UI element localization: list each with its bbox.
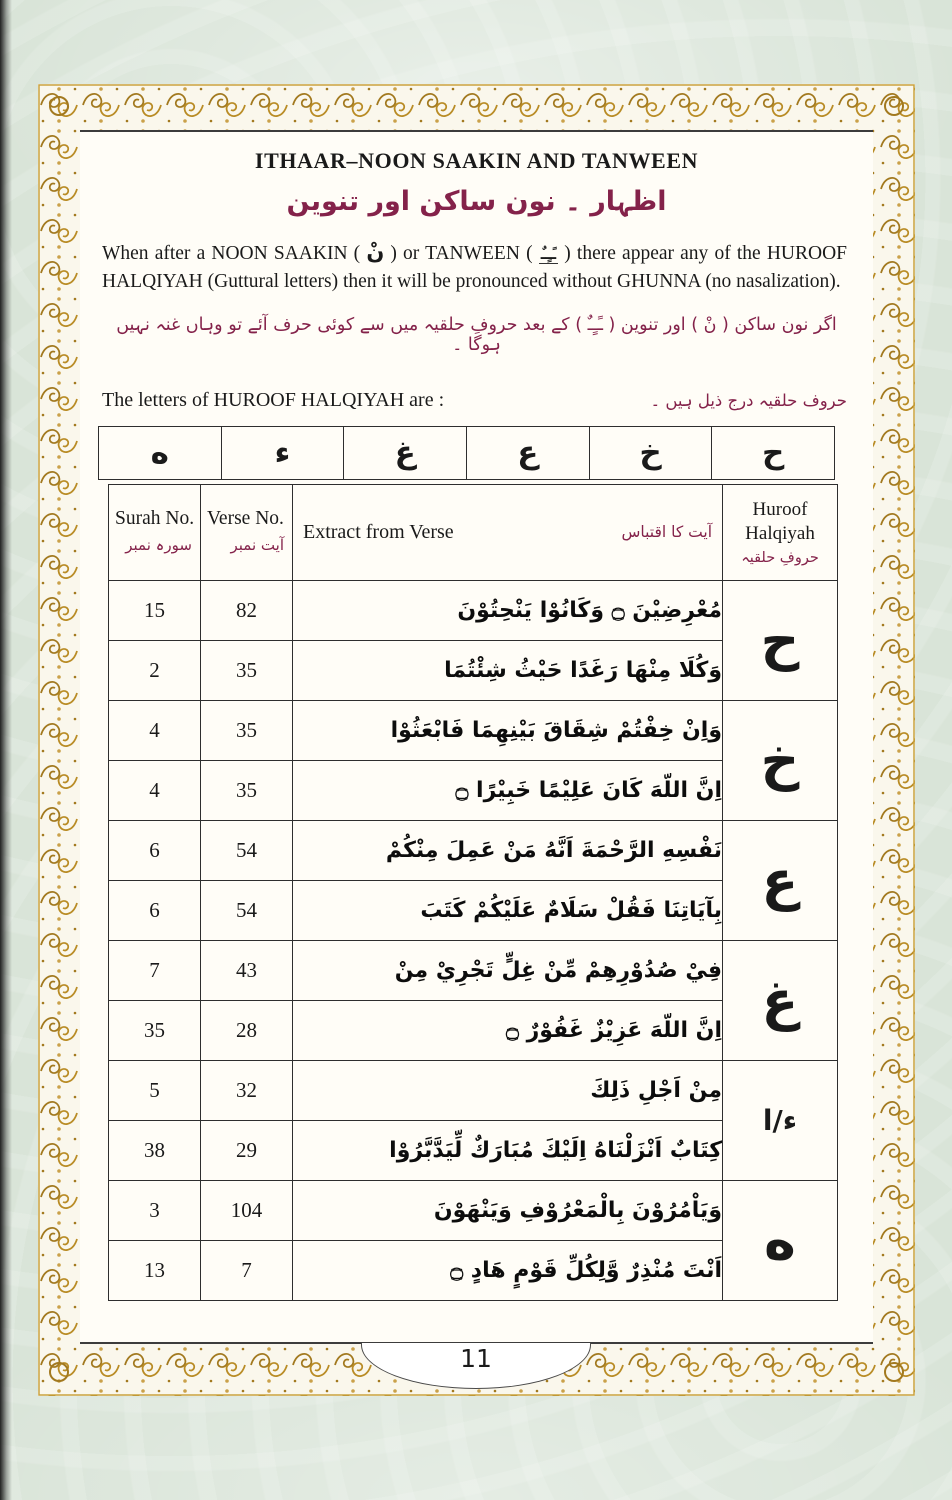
extract-cell: اِنَّ اللّهَ عَزِيْزٌ غَفُوْرٌ ۝ bbox=[293, 1000, 723, 1060]
surah-no-cell: 2 bbox=[109, 640, 201, 700]
huroof-halqiyah-letter-strip bbox=[98, 426, 835, 480]
verse-no-cell: 54 bbox=[201, 880, 293, 940]
verse-no-cell: 35 bbox=[201, 700, 293, 760]
table-row bbox=[109, 1060, 838, 1120]
surah-no-cell: 4 bbox=[109, 760, 201, 820]
header-surah-no bbox=[109, 484, 201, 580]
header-verse-en: Verse No. bbox=[207, 508, 284, 530]
verse-no-cell: 32 bbox=[201, 1060, 293, 1120]
extract-cell: نَفْسِهِ الرَّحْمَةَ اَنَّهُ مَنْ عَمِلَ مِنْكُمْ bbox=[293, 820, 723, 880]
page-number: 11 bbox=[460, 1344, 492, 1373]
letters-intro-urdu: حروف حلقیہ درج ذیل ہیں ۔ bbox=[650, 390, 847, 410]
header-extract bbox=[293, 484, 723, 580]
huroof-letter-cell-hamza-alif: ء/ا bbox=[723, 1060, 838, 1180]
surah-no-cell: 7 bbox=[109, 940, 201, 1000]
surah-no-cell: 13 bbox=[109, 1240, 201, 1300]
extract-cell: اَنْتَ مُنْذِرٌ وَّلِكُلِّ قَوْمٍ هَادٍ ۝ bbox=[293, 1240, 723, 1300]
letter-cell-hha: ح bbox=[711, 427, 834, 479]
header-verse-no bbox=[201, 484, 293, 580]
table-row bbox=[109, 820, 838, 880]
intro-paragraph-urdu: اگر نون ساکن ( نْ ) اور تنوین ( ـًـٍـٌ ) کے بعد حروفِ حلقیہ میں سے کوئی حرف آئے تو وہاں غنہ نہیں ہوگا ۔ bbox=[116, 314, 837, 355]
extract-cell: مِنْ اَجْلِ ذَلِكَ bbox=[293, 1060, 723, 1120]
huroof-letter-cell-hha: ح bbox=[723, 580, 838, 700]
extract-cell: وَاِنْ خِفْتُمْ شِقَاقَ بَيْنِهِمَا فَابْعَثُوْا bbox=[293, 700, 723, 760]
page-title: ITHAAR–NOON SAAKIN AND TANWEEN bbox=[254, 148, 699, 173]
header-surah-en: Surah No. bbox=[115, 508, 195, 530]
table-row bbox=[109, 940, 838, 1000]
letter-cell-kha: خ bbox=[589, 427, 712, 479]
huroof-letter-cell-ghain: غ bbox=[723, 940, 838, 1060]
table-row bbox=[109, 1180, 838, 1240]
intro-text-2: ) or TANWEEN ( bbox=[384, 243, 539, 264]
intro-paragraph-english bbox=[102, 237, 847, 297]
verse-no-cell: 43 bbox=[201, 940, 293, 1000]
table-row bbox=[109, 580, 838, 640]
book-spine-shadow bbox=[0, 0, 12, 1500]
surah-no-cell: 6 bbox=[109, 820, 201, 880]
verses-table bbox=[108, 484, 838, 1301]
verse-no-cell: 104 bbox=[201, 1180, 293, 1240]
header-huroof-halqiyah bbox=[723, 484, 838, 580]
extract-cell: اِنَّ اللّهَ كَانَ عَلِيْمًا خَبِيْرًا ۝ bbox=[293, 760, 723, 820]
table-header-row bbox=[109, 484, 838, 580]
verse-no-cell: 28 bbox=[201, 1000, 293, 1060]
header-huroof-en1: Huroof bbox=[752, 499, 808, 521]
page-content-area bbox=[80, 130, 873, 1344]
verse-no-cell: 7 bbox=[201, 1240, 293, 1300]
intro-text-3: ) there appear any of the HUROOF HALQIYAH (Guttural letters) then it will be pronounced without GHUNNA (no nasalization). bbox=[102, 243, 848, 293]
extract-cell: مُعْرِضِيْنَ ۝ وَكَانُوْا يَنْحِتُوْنَ bbox=[293, 580, 723, 640]
letter-cell-ha: ه bbox=[150, 434, 169, 471]
extract-cell: بِآيَاتِنَا فَقُلْ سَلَامٌ عَلَيْكُمْ كَتَبَ bbox=[293, 880, 723, 940]
verse-no-cell: 82 bbox=[201, 580, 293, 640]
surah-no-cell: 15 bbox=[109, 580, 201, 640]
header-huroof-en2: Halqiyah bbox=[745, 523, 815, 545]
verse-no-cell: 35 bbox=[201, 760, 293, 820]
header-surah-ur: سورہ نمبر bbox=[125, 536, 192, 555]
letter-cell-ghain: غ bbox=[343, 427, 466, 479]
page-title-urdu: اظہار ۔ نون ساکن اور تنوین bbox=[286, 186, 667, 217]
tanween-symbol: ـًـٍـٌ bbox=[540, 245, 557, 263]
header-huroof-ur: حروفِ حلقیہ bbox=[741, 549, 819, 566]
huroof-letter-cell-kha: خ bbox=[723, 700, 838, 820]
surah-no-cell: 35 bbox=[109, 1000, 201, 1060]
table-row bbox=[109, 700, 838, 760]
extract-cell: كِتَابٌ اَنْزَلْنَاهُ اِلَيْكَ مُبَارَكٌ لِّيَدَّبَّرُوْا bbox=[293, 1120, 723, 1180]
header-extract-en: Extract from Verse bbox=[303, 520, 454, 543]
letters-intro-english: The letters of HUROOF HALQIYAH are : bbox=[102, 388, 445, 411]
header-verse-ur: آیت نمبر bbox=[230, 536, 284, 555]
verse-no-cell: 54 bbox=[201, 820, 293, 880]
surah-no-cell: 3 bbox=[109, 1180, 201, 1240]
surah-no-cell: 6 bbox=[109, 880, 201, 940]
noon-saakin-symbol: نْ bbox=[366, 240, 385, 264]
extract-cell: فِيْ صُدُوْرِهِمْ مِّنْ غِلٍّ تَجْرِيْ مِنْ bbox=[293, 940, 723, 1000]
verse-no-cell: 35 bbox=[201, 640, 293, 700]
letters-intro-line bbox=[102, 389, 847, 412]
decorative-page-frame bbox=[38, 84, 915, 1396]
verse-no-cell: 29 bbox=[201, 1120, 293, 1180]
huroof-letter-cell-ha: ه bbox=[723, 1180, 838, 1300]
surah-no-cell: 5 bbox=[109, 1060, 201, 1120]
extract-cell: وَكُلَا مِنْهَا رَغَدًا حَيْثُ شِئْتُمَا bbox=[293, 640, 723, 700]
huroof-letter-cell-ain: ع bbox=[723, 820, 838, 940]
header-extract-ur: آیت کا اقتباس bbox=[621, 523, 712, 542]
surah-no-cell: 38 bbox=[109, 1120, 201, 1180]
intro-text-1: When after a NOON SAAKIN ( bbox=[102, 243, 367, 264]
letter-cell-ain: ع bbox=[466, 427, 589, 479]
extract-cell: وَيَاْمُرُوْنَ بِالْمَعْرُوْفِ وَيَنْهَوْنَ bbox=[293, 1180, 723, 1240]
letter-cell-hamza: ء bbox=[221, 427, 344, 479]
surah-no-cell: 4 bbox=[109, 700, 201, 760]
